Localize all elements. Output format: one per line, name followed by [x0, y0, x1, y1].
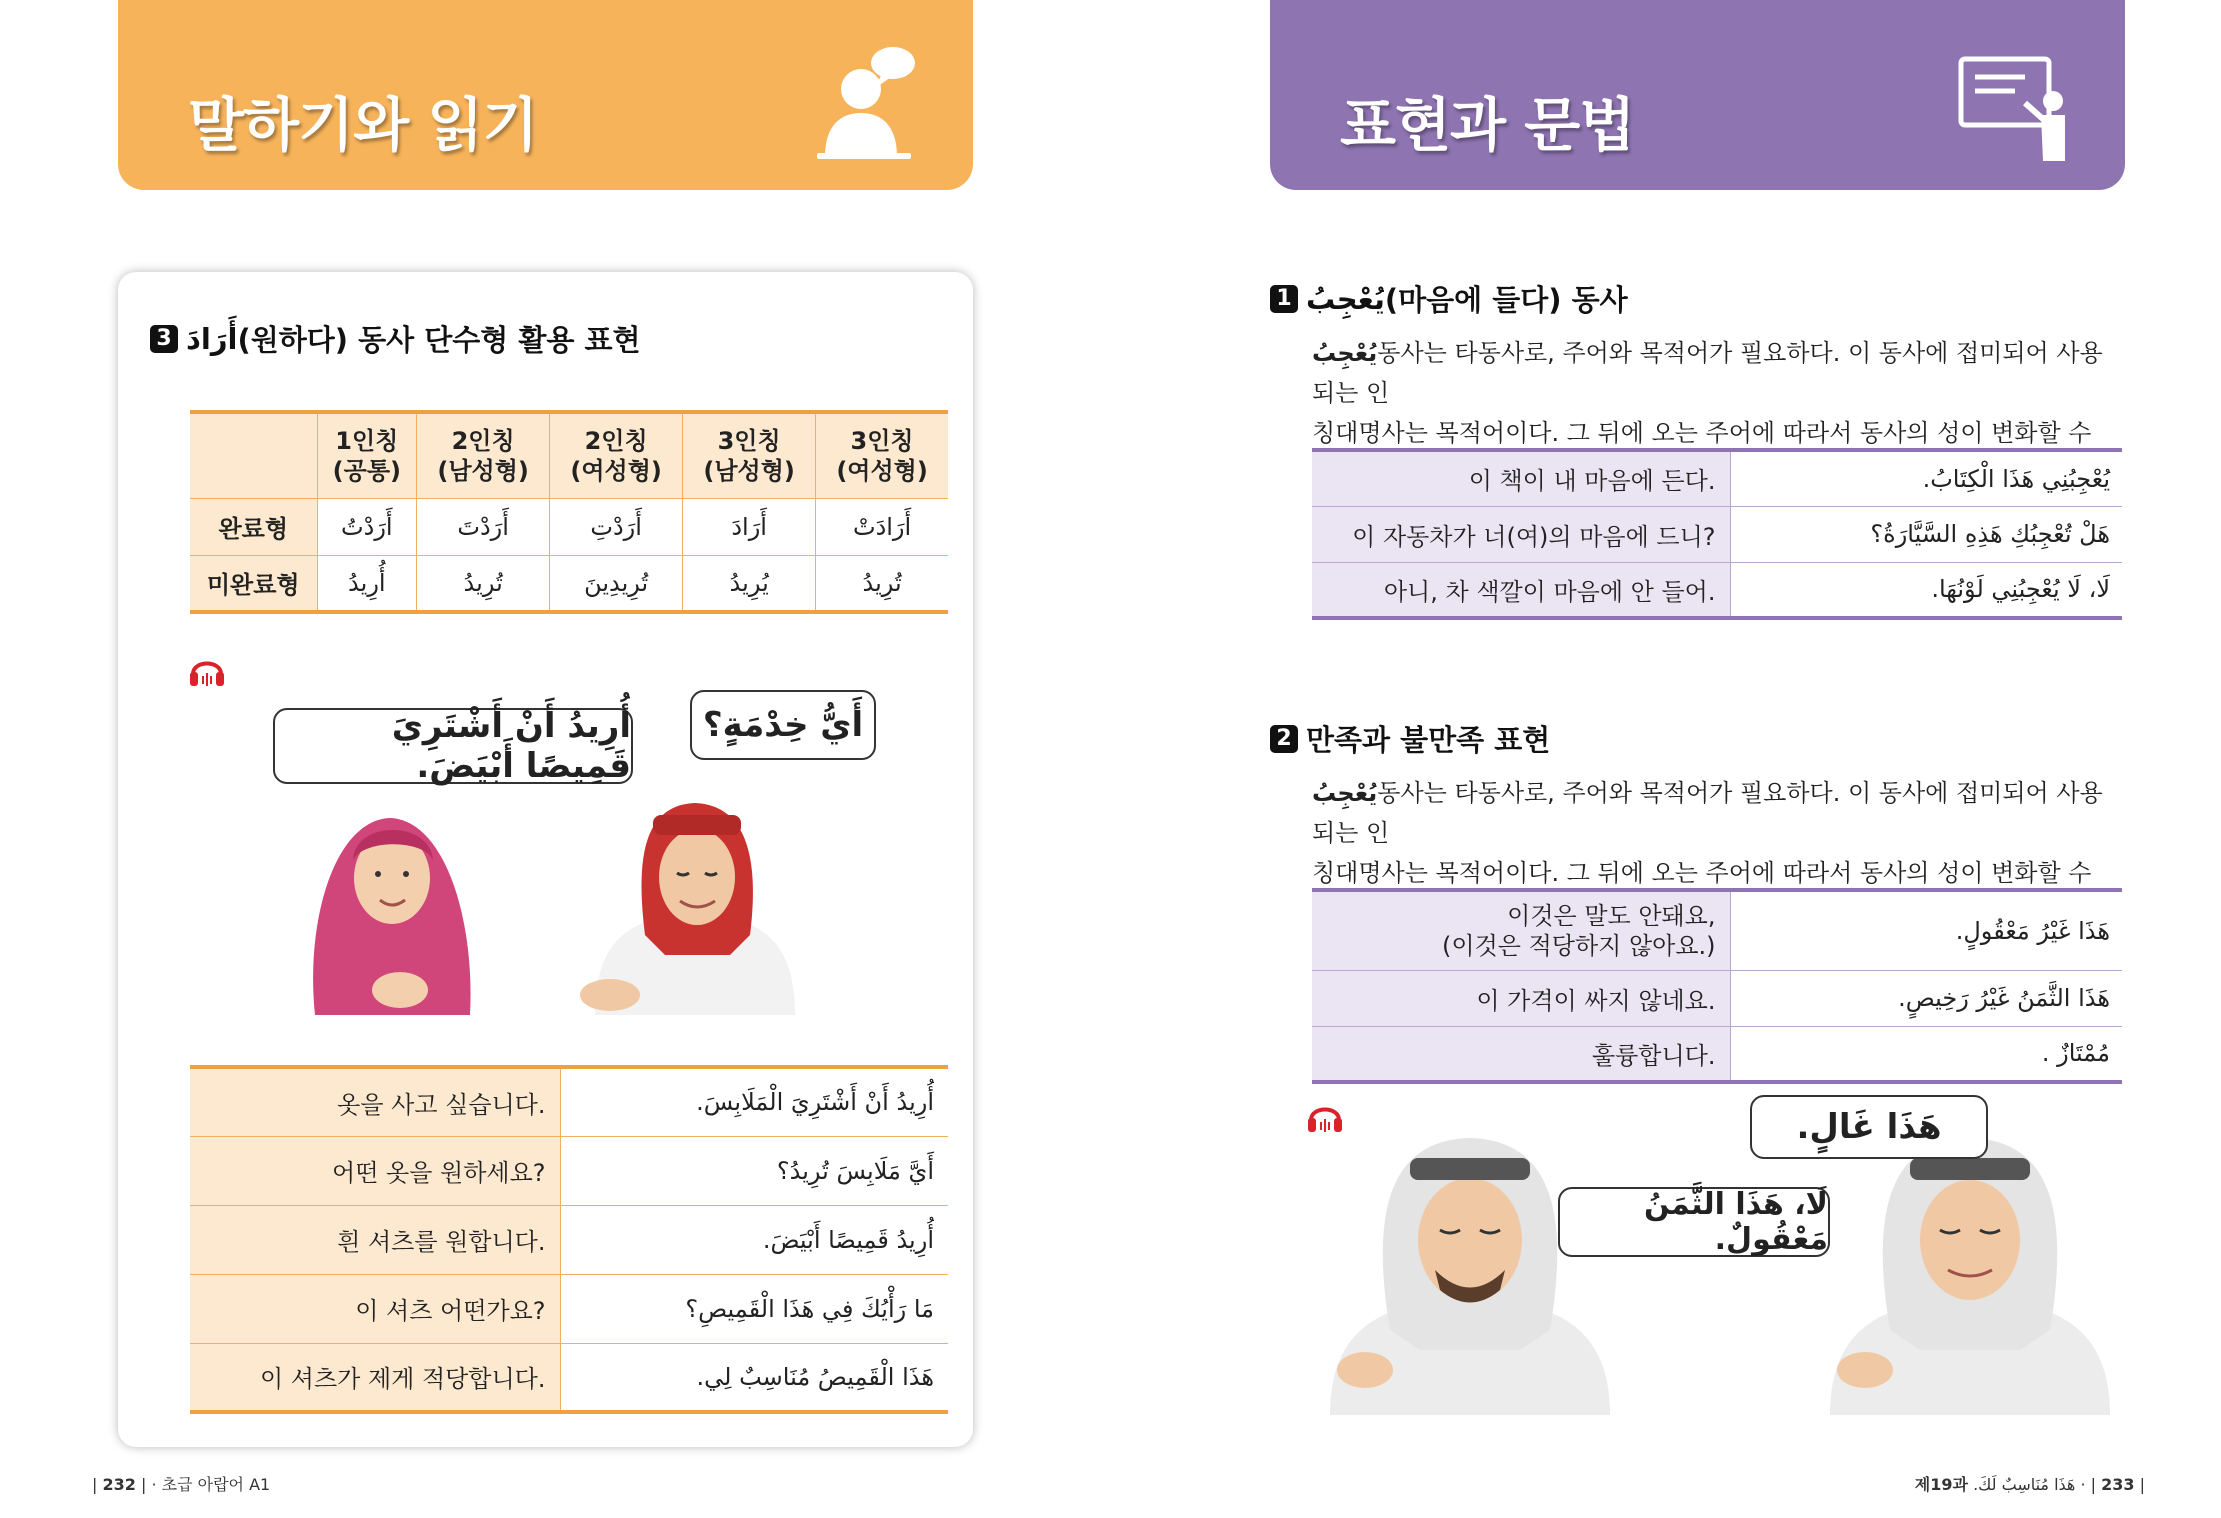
- korean-sentence: 이 가격이 싸지 않네요.: [1312, 970, 1730, 1026]
- korean-sentence: 이 자동차가 너(여)의 마음에 드니?: [1312, 506, 1730, 562]
- arabic-sentence: لَا، لَا يُعْجِبُنِي لَوْنُهَا.: [1730, 562, 2122, 618]
- explanation-text: 동사는 타동사로, 주어와 목적어가 필요하다. 이 동사에 접미되어 사용되는 인: [1312, 339, 2103, 407]
- arabic-sentence: مُمْتَازٌ .: [1730, 1026, 2122, 1082]
- arabic-phrase: هَذَا الْقَمِيصُ مُنَاسِبٌ لِي.: [560, 1343, 948, 1412]
- table-row: [190, 1274, 948, 1343]
- right-section-banner: [1270, 0, 2125, 190]
- table-row: [1312, 562, 2122, 618]
- arabic-sentence: هَلْ تُعْجِبُكِ هَذِهِ السَّيَّارَةُ؟: [1730, 506, 2122, 562]
- table-row: [1312, 506, 2122, 562]
- footer-left: | 232 | · 초급 아랍어 A1: [92, 1475, 271, 1494]
- korean-phrase: 옷을 사고 싶습니다.: [190, 1067, 560, 1136]
- column-header-line2: (남성형): [437, 456, 529, 485]
- section1-title: (마음에 들다) 동사: [1384, 283, 1628, 317]
- explanation-arabic-verb: يُعْجِبُ: [1312, 339, 1378, 367]
- headphones-audio-icon[interactable]: [1306, 1098, 1344, 1134]
- speech-bubble-too-expensive: هَذَا غَالٍ.: [1750, 1095, 1988, 1159]
- speech-bubble-man: أَيُّ خِدْمَةٍ؟: [690, 690, 876, 760]
- arabic-phrase: أَيَّ مَلَابِسَ تُرِيدُ؟: [560, 1136, 948, 1205]
- conjugation-header-row: [190, 412, 948, 498]
- lesson-number: 제19과: [1914, 1475, 1968, 1494]
- section1-heading: [1270, 278, 1628, 319]
- conjugation-cell: تُرِيدُ: [816, 555, 948, 612]
- korean-sentence: 아니, 차 색깔이 마음에 안 들어.: [1312, 562, 1730, 618]
- column-header: [816, 412, 948, 498]
- section3-heading: [150, 318, 641, 359]
- conjugation-cell: تُرِيدِينَ: [550, 555, 683, 612]
- arabic-phrase: أُرِيدُ أَنْ أَشْتَرِيَ الْمَلَابِسَ.: [560, 1067, 948, 1136]
- left-section-banner: [118, 0, 973, 190]
- conjugation-cell: يُرِيدُ: [683, 555, 816, 612]
- explanation-arabic-verb: يُعْجِبُ: [1312, 779, 1378, 807]
- column-header-line2: (공통): [332, 456, 401, 485]
- explanation-line2: 칭대명사는 목적어이다. 그 뒤에 오는 주어에 따라서 동사의 성이 변화할 수: [1312, 419, 2092, 447]
- row-label: 완료형: [190, 498, 317, 555]
- explanation-line1: [1312, 333, 2122, 413]
- column-header-line1: 1인칭: [335, 426, 399, 455]
- table-row: [1312, 970, 2122, 1026]
- conjugation-cell: أَرَادَتْ: [816, 498, 948, 555]
- arabic-phrase: أُرِيدُ قَمِيصًا أَبْيَضَ.: [560, 1205, 948, 1274]
- page-number: 232: [102, 1475, 136, 1494]
- banner-title-expression-grammar: 표현과 문법: [1340, 91, 1635, 159]
- column-header-line1: 3인칭: [850, 426, 914, 455]
- section1-examples-table: [1312, 448, 2122, 620]
- section3-title: (원하다) 동사 단수형 활용 표현: [237, 323, 641, 357]
- section-number-badge: 3: [150, 325, 178, 353]
- lesson-title-arabic: هَذَا مُنَاسِبٌ لَكَ.: [1973, 1475, 2076, 1494]
- conjugation-table: [190, 410, 948, 614]
- korean-phrase: 어떤 옷을 원하세요?: [190, 1136, 560, 1205]
- column-header: [550, 412, 683, 498]
- column-header: [317, 412, 417, 498]
- table-row: [1312, 450, 2122, 506]
- table-row: [190, 1343, 948, 1412]
- section2-heading: [1270, 718, 1550, 759]
- table-row: [190, 1136, 948, 1205]
- corner-cell: [190, 412, 317, 498]
- page-number: 233: [2101, 1475, 2135, 1494]
- column-header: [417, 412, 550, 498]
- column-header-line2: (여성형): [570, 456, 662, 485]
- presentation-board-icon: [1955, 45, 2075, 165]
- korean-sentence: [1312, 890, 1730, 970]
- conjugation-cell: أَرَدْتُ: [317, 498, 417, 555]
- speaking-person-icon: [803, 45, 923, 165]
- row-label: 미완료형: [190, 555, 317, 612]
- conjugation-cell: أَرَادَ: [683, 498, 816, 555]
- conjugation-cell: تُرِيدُ: [417, 555, 550, 612]
- man-in-keffiyeh-illustration: [555, 795, 815, 1015]
- conjugation-row-perfect: [190, 498, 948, 555]
- phrases-table: [190, 1065, 948, 1414]
- korean-phrase: 이 셔츠가 제게 적당합니다.: [190, 1343, 560, 1412]
- book-title: 초급 아랍어 A1: [161, 1475, 271, 1494]
- korean-phrase: 이 셔츠 어떤가요?: [190, 1274, 560, 1343]
- korean-sentence-line1: 이것은 말도 안돼요,: [1507, 901, 1716, 930]
- korean-sentence: 훌륭합니다.: [1312, 1026, 1730, 1082]
- arabic-phrase: مَا رَأْيُكَ فِي هَذَا الْقَمِيصِ؟: [560, 1274, 948, 1343]
- arabic-sentence: هَذَا غَيْرُ مَعْقُولٍ.: [1730, 890, 2122, 970]
- section2-title: 만족과 불만족 표현: [1306, 723, 1551, 757]
- speech-bubble-woman: أُرِيدُ أَنْ أَشْتَرِيَ قَمِيصًا أَبْيَضَ.: [273, 708, 633, 784]
- column-header-line1: 2인칭: [451, 426, 515, 455]
- column-header-line2: (여성형): [836, 456, 928, 485]
- section-number-badge: 2: [1270, 725, 1298, 753]
- table-row: [190, 1067, 948, 1136]
- explanation-text: 동사는 타동사로, 주어와 목적어가 필요하다. 이 동사에 접미되어 사용되는 인: [1312, 779, 2103, 847]
- korean-sentence: 이 책이 내 마음에 든다.: [1312, 450, 1730, 506]
- section1-arabic-verb: يُعْجِبُ: [1306, 281, 1385, 316]
- conjugation-cell: أَرَدْتَ: [417, 498, 550, 555]
- explanation-line2: 칭대명사는 목적어이다. 그 뒤에 오는 주어에 따라서 동사의 성이 변화할 수: [1312, 859, 2092, 887]
- headphones-audio-icon[interactable]: [188, 652, 226, 688]
- column-header-line2: (남성형): [703, 456, 795, 485]
- conjugation-cell: أُرِيدُ: [317, 555, 417, 612]
- section-number-badge: 1: [1270, 285, 1298, 313]
- arabic-sentence: يُعْجِبُنِي هَذَا الْكِتَابُ.: [1730, 450, 2122, 506]
- conjugation-row-imperfect: [190, 555, 948, 612]
- section3-arabic-verb: أَرَادَ: [186, 321, 238, 356]
- table-row: [190, 1205, 948, 1274]
- table-row: [1312, 1026, 2122, 1082]
- korean-phrase: 흰 셔츠를 원합니다.: [190, 1205, 560, 1274]
- explanation-line1: [1312, 773, 2122, 853]
- table-row: [1312, 890, 2122, 970]
- footer-right: 제19과 هَذَا مُنَاسِبٌ لَكَ. · | 233 |: [1914, 1475, 2145, 1494]
- section2-examples-table: [1312, 888, 2122, 1084]
- man-left-illustration: [1310, 1130, 1630, 1415]
- man-right-illustration: [1810, 1130, 2130, 1415]
- column-header: [683, 412, 816, 498]
- woman-in-hijab-illustration: [275, 800, 505, 1015]
- conjugation-cell: أَرَدْتِ: [550, 498, 683, 555]
- korean-sentence-line2: (이것은 적당하지 않아요.): [1442, 931, 1716, 960]
- column-header-line1: 2인칭: [584, 426, 648, 455]
- speech-bubble-price-reasonable: لَا، هَذَا الثَّمَنُ مَعْقُولٌ.: [1558, 1187, 1830, 1257]
- banner-title-speaking-reading: 말하기와 읽기: [188, 91, 538, 159]
- arabic-sentence: هَذَا الثَّمَنُ غَيْرُ رَخِيصٍ.: [1730, 970, 2122, 1026]
- column-header-line1: 3인칭: [717, 426, 781, 455]
